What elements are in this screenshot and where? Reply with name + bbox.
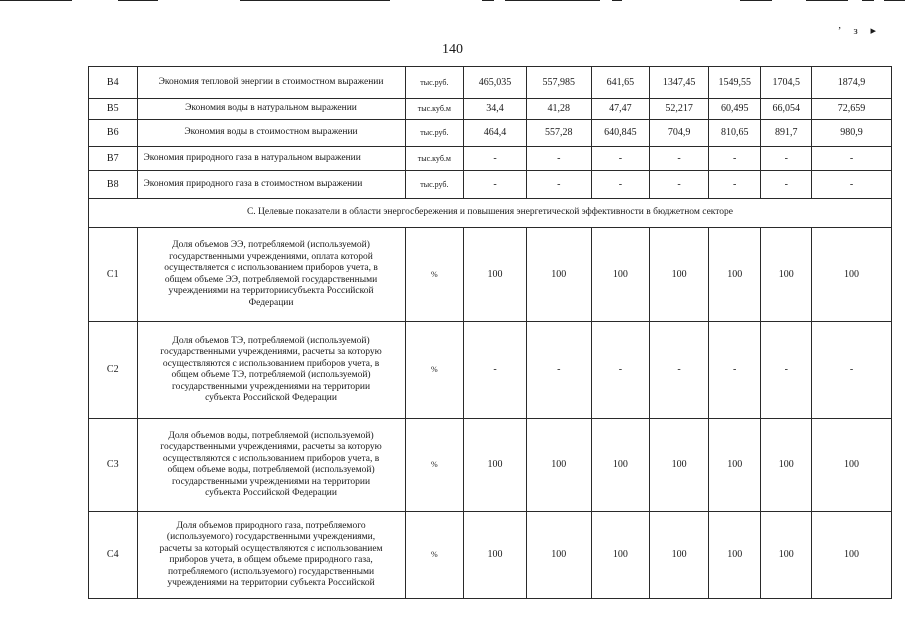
corner-marks: ’ з ▸ — [837, 25, 881, 37]
row-label: Экономия природного газа в стоимостном выражении — [137, 171, 405, 199]
label-line: государственными учреждениями на территории — [171, 381, 371, 392]
value-cell: 100 — [650, 228, 709, 322]
value-cell: - — [464, 171, 527, 199]
row-code: С1 — [89, 228, 138, 322]
row-label — [137, 512, 405, 599]
row-code: В4 — [89, 67, 138, 99]
value-cell: - — [464, 147, 527, 171]
value-cell: 52,217 — [650, 99, 709, 120]
value-cell: 100 — [812, 512, 892, 599]
value-cell: - — [526, 147, 591, 171]
value-cell: - — [812, 171, 892, 199]
label-line: общем объеме воды, потребляемой (используемой) — [167, 465, 375, 475]
row-code: С4 — [89, 512, 138, 599]
value-cell: 100 — [761, 512, 812, 599]
value-cell: - — [708, 171, 761, 199]
scan-edge-mark — [118, 0, 158, 1]
row-unit: тыс.руб. — [405, 120, 464, 147]
value-cell: 557,28 — [526, 120, 591, 147]
value-cell: 47,47 — [591, 99, 650, 120]
scan-edge-mark — [884, 0, 905, 1]
scan-edge-mark — [240, 0, 390, 1]
value-cell: 891,7 — [761, 120, 812, 147]
label-line: субъекта Российской Федерации — [205, 488, 337, 498]
value-cell: 100 — [526, 419, 591, 512]
scan-edge-mark — [0, 0, 72, 1]
value-cell: 100 — [761, 228, 812, 322]
label-line: Доля объемов природного газа, потребляемого — [176, 520, 366, 531]
label-line: осуществляются с использованием приборов учета, в — [162, 453, 380, 464]
value-cell: - — [464, 322, 527, 419]
row-label: Экономия воды в натуральном выражении — [137, 99, 405, 120]
page-number: 140 — [442, 42, 463, 57]
row-unit: тыс.руб. — [405, 171, 464, 199]
value-cell: - — [650, 147, 709, 171]
row-code: В8 — [89, 171, 138, 199]
value-cell: 100 — [812, 419, 892, 512]
value-cell: 100 — [526, 228, 591, 322]
value-cell: - — [761, 171, 812, 199]
value-cell: - — [591, 322, 650, 419]
row-label: Экономия воды в стоимостном выражении — [137, 120, 405, 147]
value-cell: 100 — [761, 419, 812, 512]
value-cell: 34,4 — [464, 99, 527, 120]
value-cell: 66,054 — [761, 99, 812, 120]
value-cell: 464,4 — [464, 120, 527, 147]
row-unit: % — [405, 228, 464, 322]
value-cell: 60,495 — [708, 99, 761, 120]
row-unit: % — [405, 512, 464, 599]
label-line: приборов учета, в общем объеме природного газа, — [169, 555, 373, 565]
value-cell: - — [650, 171, 709, 199]
value-cell: 100 — [591, 228, 650, 322]
label-line: осуществляются с использованием приборов учета, в — [162, 358, 380, 369]
table-row — [89, 419, 892, 512]
value-cell: 704,9 — [650, 120, 709, 147]
value-cell: 1347,45 — [650, 67, 709, 99]
value-cell: 1704,5 — [761, 67, 812, 99]
section-title: С. Целевые показатели в области энергосбережения и повышения энергетической эффективности в бюджетном секторе — [89, 199, 892, 228]
row-code: С2 — [89, 322, 138, 419]
table-row — [89, 322, 892, 419]
table-body — [89, 67, 892, 599]
row-code: В6 — [89, 120, 138, 147]
value-cell: 1549,55 — [708, 67, 761, 99]
value-cell: 100 — [650, 512, 709, 599]
value-cell: 100 — [812, 228, 892, 322]
label-line: государственными учреждениями, оплата которой — [169, 251, 373, 262]
row-code: В5 — [89, 99, 138, 120]
row-unit: % — [405, 419, 464, 512]
value-cell: - — [708, 322, 761, 419]
value-cell: - — [591, 171, 650, 199]
value-cell: - — [526, 322, 591, 419]
row-label — [137, 228, 405, 322]
value-cell: 100 — [708, 512, 761, 599]
row-code: С3 — [89, 419, 138, 512]
scan-edge-mark — [740, 0, 772, 1]
label-line: расчеты за который осуществляются с использованием — [159, 543, 383, 554]
label-line: Доля объемов ЭЭ, потребляемой (используемой) — [172, 240, 370, 250]
value-cell: 100 — [708, 419, 761, 512]
table-row — [89, 99, 892, 120]
value-cell: 557,985 — [526, 67, 591, 99]
value-cell: - — [812, 322, 892, 419]
indicators-table — [88, 66, 892, 599]
value-cell: 810,65 — [708, 120, 761, 147]
value-cell: 640,845 — [591, 120, 650, 147]
scan-edge-mark — [505, 0, 600, 1]
table-row — [89, 228, 892, 322]
label-line: общем объеме ТЭ, потребляемой (используемой) — [171, 370, 371, 380]
label-line: учреждениями на территориисубъекта Российской — [168, 286, 374, 296]
value-cell: - — [761, 147, 812, 171]
row-unit: тыс.руб. — [405, 67, 464, 99]
label-line: Доля объемов ТЭ, потребляемой (используемой) — [172, 335, 370, 346]
value-cell: - — [761, 322, 812, 419]
value-cell: 100 — [464, 512, 527, 599]
label-line: государственными учреждениями, расчеты за которую — [160, 442, 382, 452]
value-cell: 41,28 — [526, 99, 591, 120]
value-cell: 100 — [591, 512, 650, 599]
label-line: осуществляется с использованием приборов учета, в — [164, 263, 378, 273]
label-line: потребляемого (используемого) государственными — [167, 566, 375, 577]
table-row — [89, 171, 892, 199]
label-line: Доля объемов воды, потребляемой (используемой) — [168, 430, 374, 441]
value-cell: - — [526, 171, 591, 199]
scan-edge-mark — [482, 0, 494, 1]
table-row — [89, 512, 892, 599]
label-line: учреждениями на территории субъекта Российской — [167, 578, 375, 588]
row-label — [137, 419, 405, 512]
value-cell: 100 — [526, 512, 591, 599]
label-line: государственными учреждениями, расчеты за которую — [160, 347, 382, 357]
value-cell: 100 — [708, 228, 761, 322]
row-unit: тыс.куб.м — [405, 99, 464, 120]
scan-edge-mark — [806, 0, 848, 1]
label-line: общем объеме ЭЭ, потребляемой государственными — [164, 274, 378, 285]
row-label: Экономия тепловой энергии в стоимостном выражении — [137, 67, 405, 99]
value-cell: 100 — [591, 419, 650, 512]
value-cell: 72,659 — [812, 99, 892, 120]
value-cell: - — [650, 322, 709, 419]
scan-edge-mark — [612, 0, 622, 1]
row-label: Экономия природного газа в натуральном выражении — [137, 147, 405, 171]
table-row — [89, 147, 892, 171]
value-cell: 980,9 — [812, 120, 892, 147]
value-cell: 100 — [464, 228, 527, 322]
value-cell: - — [812, 147, 892, 171]
label-line: Федерации — [248, 297, 294, 308]
value-cell: 1874,9 — [812, 67, 892, 99]
section-row — [89, 199, 892, 228]
row-code: В7 — [89, 147, 138, 171]
value-cell: 100 — [650, 419, 709, 512]
table-row — [89, 120, 892, 147]
value-cell: - — [591, 147, 650, 171]
row-label — [137, 322, 405, 419]
label-line: государственными учреждениями на территории — [171, 476, 371, 487]
label-line: субъекта Российской Федерации — [205, 393, 337, 403]
row-unit: тыс.куб.м — [405, 147, 464, 171]
row-unit: % — [405, 322, 464, 419]
value-cell: 100 — [464, 419, 527, 512]
value-cell: - — [708, 147, 761, 171]
value-cell: 641,65 — [591, 67, 650, 99]
table-row — [89, 67, 892, 99]
value-cell: 465,035 — [464, 67, 527, 99]
scan-edge-mark — [862, 0, 874, 1]
label-line: (используемого) государственными учреждениями, — [166, 532, 376, 542]
